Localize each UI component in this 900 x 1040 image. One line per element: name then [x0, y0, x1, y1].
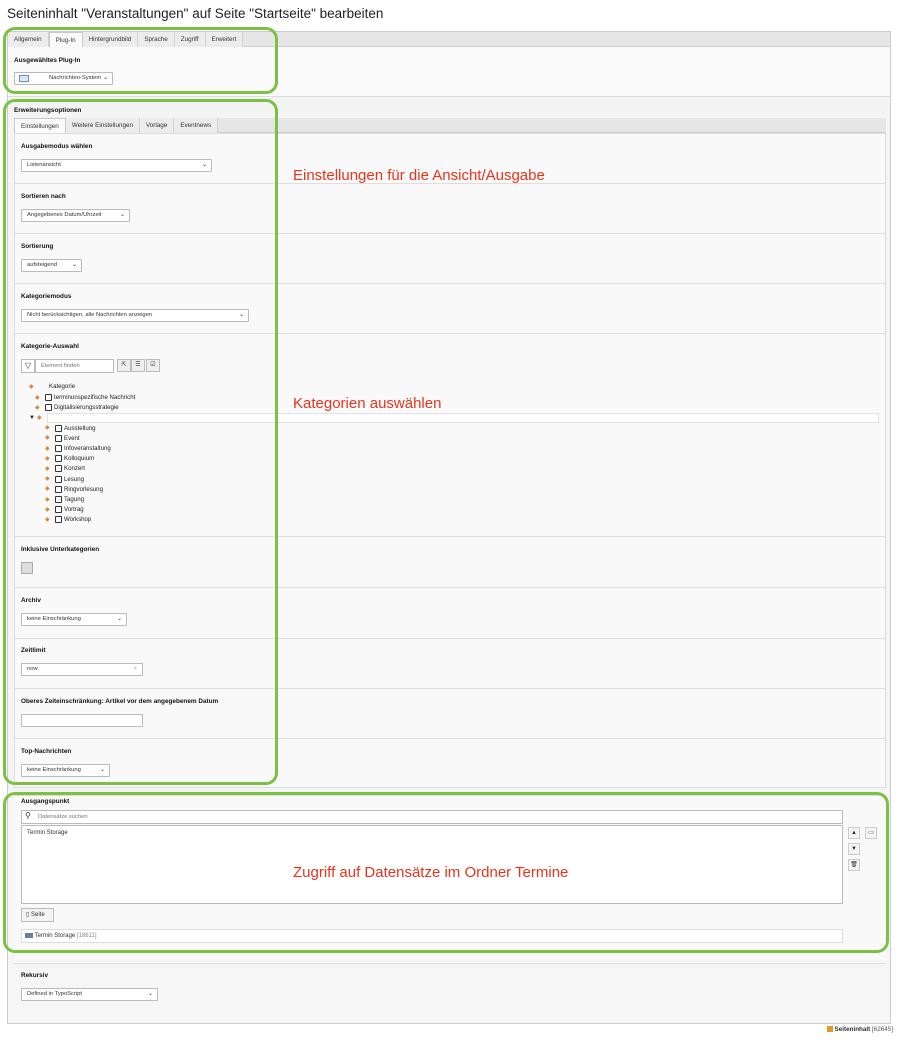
divider: [14, 638, 886, 639]
category-checkbox[interactable]: [55, 425, 62, 432]
record-title: Termin Storage: [34, 933, 76, 939]
tree-item-label: Infoveranstaltung: [64, 445, 111, 452]
ausgabemodus-select[interactable]: [21, 159, 212, 172]
divider: [14, 688, 886, 689]
category-folder-icon: ◆: [45, 516, 50, 523]
sortierung-label: Sortierung: [21, 243, 54, 250]
tree-item-label: Vortrag: [64, 506, 84, 514]
move-down-icon[interactable]: ▼: [848, 843, 860, 855]
tree-item-label: Tagung: [64, 496, 84, 503]
archiv-label: Archiv: [21, 597, 41, 604]
category-folder-icon: ◆: [45, 465, 50, 472]
tree-toggle-icon[interactable]: ▼: [29, 414, 35, 421]
record-meta: [827, 1026, 893, 1033]
rekursiv-select-value: Defined in TypoScript: [27, 991, 82, 997]
clear-icon[interactable]: ×: [133, 666, 137, 672]
category-checkbox[interactable]: [55, 476, 62, 483]
tab-plugin[interactable]: Plug-In: [49, 32, 83, 47]
chevron-down-icon: ⌄: [201, 162, 207, 168]
divider: [14, 536, 886, 537]
sortierung-select-value: aufsteigend: [27, 262, 57, 268]
tree-item[interactable]: [35, 404, 119, 411]
tree-item-label: Ringvorlesung: [64, 485, 103, 493]
category-folder-icon: ◆: [35, 404, 40, 411]
plugin-panel: [8, 47, 890, 97]
category-folder-icon: ◆: [45, 486, 50, 493]
plugin-list-icon: [19, 75, 29, 82]
archiv-select-value: keine Einschränkung: [27, 616, 81, 622]
divider: [14, 333, 886, 334]
ausgabemodus-select-value: Listenansicht: [27, 162, 61, 168]
chevron-down-icon: ⌄: [119, 212, 125, 218]
top-select-value: keine Einschränkung: [27, 767, 81, 773]
sortieren-select-value: Angegebenes Datum/Uhrzeit: [27, 212, 102, 218]
tree-item[interactable]: [45, 506, 84, 513]
archiv-select[interactable]: [21, 613, 127, 626]
tree-item-label: Lesung: [64, 475, 84, 483]
category-checkbox[interactable]: [55, 445, 62, 452]
category-checkbox[interactable]: [45, 394, 52, 401]
tree-row-highlight: [47, 413, 879, 423]
tree-item-label: Konzert: [64, 465, 86, 473]
annotation-access: Zugriff auf Datensätze im Ordner Termine: [293, 864, 569, 881]
filter-icon[interactable]: ▽: [21, 359, 35, 373]
kategoriemodus-select[interactable]: [21, 309, 249, 322]
category-folder-icon: ◆: [45, 445, 50, 452]
chevron-down-icon: ⌄: [99, 767, 105, 773]
main-tabs: [8, 32, 243, 47]
page-button-label: Seite: [30, 912, 45, 918]
expand-all-icon[interactable]: ⇱: [117, 359, 131, 372]
top-select[interactable]: [21, 764, 110, 777]
search-icon: ⚲: [25, 811, 31, 820]
record-row[interactable]: [21, 929, 843, 943]
plugin-label: Ausgewähltes Plug-In: [14, 57, 81, 64]
tree-item[interactable]: [45, 455, 94, 462]
tab-hintergrundbild[interactable]: Hintergrundbild: [83, 32, 139, 47]
page-button[interactable]: [21, 908, 54, 922]
category-checkbox[interactable]: [55, 496, 62, 503]
tree-root: [29, 383, 75, 390]
category-folder-icon: ◆: [29, 383, 34, 390]
tree-item[interactable]: [35, 394, 135, 401]
zeitlimit-input[interactable]: [21, 663, 143, 676]
tree-item-label: Digitalisierungsstrategie: [54, 404, 119, 412]
zeitlimit-value: now: [27, 666, 38, 672]
zeitlimit-label: Zeitlimit: [21, 647, 46, 654]
category-checkbox[interactable]: [45, 404, 52, 411]
category-folder-icon: ◆: [45, 476, 50, 483]
ext-options-label: Erweiterungsoptionen: [14, 107, 82, 114]
category-checkbox[interactable]: [55, 465, 62, 472]
record-uid: [62645]: [871, 1026, 893, 1033]
ausgabemodus-label: Ausgabemodus wählen: [21, 143, 93, 150]
category-folder-icon: ◆: [45, 506, 50, 513]
inklusive-label: Inklusive Unterkategorien: [21, 546, 100, 553]
move-up-icon[interactable]: ▲: [848, 827, 860, 839]
oberes-input[interactable]: [21, 714, 143, 727]
record-search-box: [21, 810, 843, 824]
sortieren-label: Sortieren nach: [21, 193, 66, 200]
page-icon: ▯: [26, 912, 30, 918]
category-folder-icon: ◆: [35, 394, 40, 401]
tab-allgemein[interactable]: Allgemein: [8, 32, 49, 47]
category-folder-icon: ◆: [45, 425, 50, 432]
browse-folder-icon[interactable]: ▭: [865, 827, 877, 839]
category-checkbox[interactable]: [55, 455, 62, 462]
record-type: Seiteninhalt: [834, 1026, 871, 1033]
collapse-list-icon[interactable]: ☰: [131, 359, 145, 372]
record-search-input[interactable]: [36, 811, 836, 823]
kategorie-auswahl-label: Kategorie-Auswahl: [21, 343, 79, 350]
tree-item[interactable]: [45, 486, 103, 493]
ausgangspunkt-label: Ausgangspunkt: [21, 798, 70, 805]
sub-tabs: [14, 118, 218, 133]
category-checkbox[interactable]: [55, 506, 62, 513]
tree-item[interactable]: [45, 465, 85, 472]
category-filter-input[interactable]: [35, 359, 114, 373]
settings-panel: [14, 133, 886, 788]
selected-record-item[interactable]: Termin Storage: [27, 830, 68, 836]
folder-icon: [25, 933, 33, 938]
plugin-select[interactable]: [14, 72, 113, 85]
plugin-select-value: Nachrichten-System: [49, 75, 102, 81]
tree-item[interactable]: [45, 435, 80, 442]
tree-item-label: terminunspezifische Nachricht: [54, 394, 136, 401]
chevron-down-icon: ⌄: [238, 312, 244, 318]
tree-item[interactable]: [45, 445, 111, 452]
chevron-down-icon: ⌄: [147, 991, 153, 997]
tree-root-label: Kategorie: [49, 383, 76, 390]
inklusive-checkbox[interactable]: [21, 562, 33, 574]
tab-weitere-einstellungen[interactable]: Weitere Einstellungen: [66, 118, 140, 133]
tab-eventnews[interactable]: Eventnews: [174, 118, 218, 133]
category-folder-icon: ◆: [36, 414, 42, 421]
category-checkbox[interactable]: [55, 516, 62, 523]
divider: [14, 233, 886, 234]
oberes-label: Oberes Zeiteinschränkung: Artikel vor dem angegebenem Datum: [21, 698, 219, 705]
kategoriemodus-select-value: Nicht berücksichtigen, alle Nachrichten anzeigen: [27, 312, 153, 318]
tree-item-label: Event: [64, 434, 80, 442]
category-folder-icon: ◆: [45, 496, 50, 503]
top-label: Top-Nachrichten: [21, 748, 72, 755]
tree-item-label: Kolloquium: [64, 455, 95, 463]
tree-item-label: Workshop: [64, 516, 92, 524]
divider: [14, 283, 886, 284]
tab-erweitert[interactable]: Erweitert: [206, 32, 244, 47]
checked-filter-icon[interactable]: ☑: [146, 359, 160, 372]
rekursiv-label: Rekursiv: [21, 972, 48, 979]
kategoriemodus-label: Kategoriemodus: [21, 293, 72, 300]
category-checkbox[interactable]: [55, 435, 62, 442]
tab-sprache[interactable]: Sprache: [138, 32, 174, 47]
sortierung-select[interactable]: [21, 259, 82, 272]
delete-icon[interactable]: 🗑: [848, 859, 860, 871]
chevron-down-icon: ⌄: [116, 616, 122, 622]
content-element-icon: [827, 1026, 833, 1032]
record-id: [18611]: [76, 933, 97, 939]
tab-vorlage[interactable]: Vorlage: [140, 118, 174, 133]
tab-zugriff[interactable]: Zugriff: [175, 32, 206, 47]
tree-item-label: Ausstellung: [64, 424, 96, 432]
divider: [14, 587, 886, 588]
category-folder-icon: ◆: [45, 455, 50, 462]
annotation-view: Einstellungen für die Ansicht/Ausgabe: [293, 167, 545, 184]
rekursiv-select[interactable]: [21, 988, 158, 1001]
tab-einstellungen[interactable]: Einstellungen: [14, 118, 66, 133]
divider: [14, 738, 886, 739]
tree-item[interactable]: [45, 425, 96, 432]
category-checkbox[interactable]: [55, 486, 62, 493]
tree-item[interactable]: [45, 476, 84, 483]
tree-item[interactable]: [45, 496, 84, 503]
chevron-down-icon: ⌄: [102, 75, 108, 81]
annotation-categories: Kategorien auswählen: [293, 395, 442, 412]
page-title: Seiteninhalt "Veranstaltungen" auf Seite "Startseite" bearbeiten: [7, 6, 384, 21]
category-folder-icon: ◆: [45, 435, 50, 442]
tree-item[interactable]: [45, 516, 91, 523]
sortieren-select[interactable]: [21, 209, 130, 222]
divider: [14, 963, 886, 964]
chevron-down-icon: ⌄: [71, 262, 77, 268]
